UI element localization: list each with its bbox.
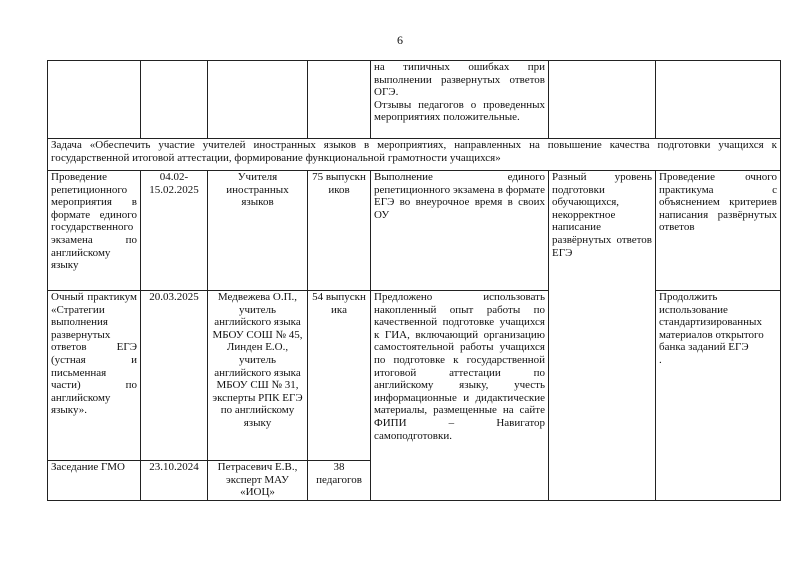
task-row <box>48 139 781 171</box>
table-row <box>48 291 781 461</box>
cell-empty <box>656 61 781 139</box>
task-cell: Задача «Обеспечить участие учителей иностранных языков в мероприятиях, направленных на повышение качества подготовки учащихся к государственной итоговой аттестации, формирование функциональной грамотности учащихся» <box>48 139 781 171</box>
cell-date: 20.03.2025 <box>141 291 208 461</box>
cell-result: Выполнение единого репетиционного экзамена в формате ЕГЭ во внеурочное время в своих ОУ <box>371 171 549 291</box>
cell-participants: 54 выпускника <box>308 291 371 461</box>
cell-empty <box>208 61 308 139</box>
cell-event: Очный практикум «Стратегии выполнения развернутых ответов ЕГЭ (устная и письменная части) по английскому языку». <box>48 291 141 461</box>
table-row <box>48 61 781 139</box>
cell-date: 23.10.2024 <box>141 461 208 501</box>
cell-empty <box>48 61 141 139</box>
cell-event: Проведение репетиционного мероприятия в формате единого государственного экзамена по английскому языку <box>48 171 141 291</box>
cell-problems: Разный уровень подготовки обучающихся, некорректное написание развёрнутых ответов ЕГЭ <box>549 171 656 501</box>
cell-empty <box>141 61 208 139</box>
cell-participants: 38 педагогов <box>308 461 371 501</box>
cell-empty <box>308 61 371 139</box>
cell-event: Заседание ГМО <box>48 461 141 501</box>
page-number: 6 <box>397 33 403 47</box>
cell-organizer: Учителя иностранных языков <box>208 171 308 291</box>
cell-empty <box>549 61 656 139</box>
cell-proposals: Продолжить использование стандартизированных материалов открытого банка заданий ЕГЭ . <box>656 291 781 501</box>
cell-result: Предложено использовать накопленный опыт работы по качественной подготовке учащихся к ГИА, включающий организацию самостоятельной работы учащихся по подготовке к государственной итоговой аттестации по английскому языку, учесть информационные и дидактические материалы, размещенные на сайте ФИПИ – Навигатор самоподготовки. <box>371 291 549 501</box>
cell-organizer: Медвежева О.П., учитель английского языка МБОУ СОШ № 45, Линден Е.О., учитель английского языка МБОУ СШ № 31, эксперты РПК ЕГЭ по английскому языку <box>208 291 308 461</box>
cell-proposals: Проведение очного практикума с объяснением критериев написания развёрнутых ответов <box>656 171 781 291</box>
cell-participants: 75 выпускников <box>308 171 371 291</box>
table-row <box>48 171 781 291</box>
cell-organizer: Петрасевич Е.В., эксперт МАУ «ИОЦ» <box>208 461 308 501</box>
report-table <box>47 60 781 501</box>
cell-result: на типичных ошибках при выполнении развернутых ответов ОГЭ. Отзывы педагогов о проведенных мероприятиях положительные. <box>371 61 549 139</box>
cell-date: 04.02-15.02.2025 <box>141 171 208 291</box>
